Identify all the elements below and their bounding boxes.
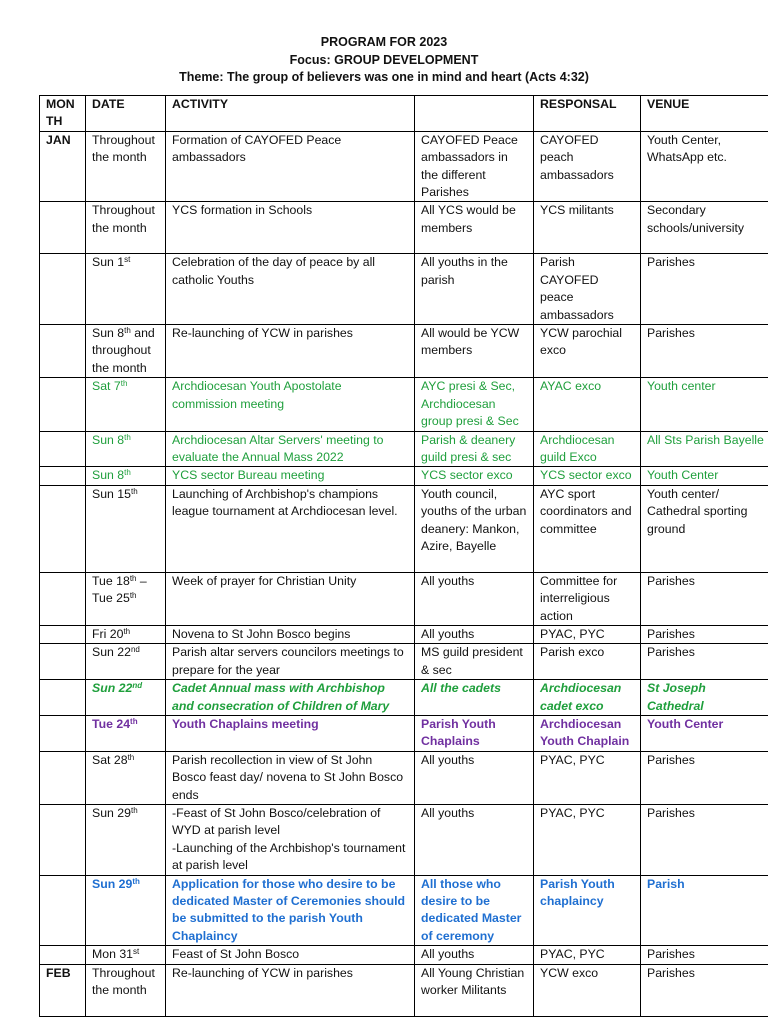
- cell-participants: All those who desire to be dedicated Master of ceremony: [415, 875, 534, 946]
- date-text: Tue 24: [92, 716, 131, 731]
- date-text-continued: – Tue 25: [92, 573, 147, 606]
- cell-date: [86, 467, 166, 485]
- cell-participants: MS guild president & sec: [415, 644, 534, 680]
- cell-venue: Youth Center: [641, 467, 768, 485]
- cell-participants: Youth council, youths of the urban deanery: Mankon, Azire, Bayelle: [415, 485, 534, 572]
- program-focus: Focus: GROUP DEVELOPMENT: [289, 52, 479, 67]
- cell-date: [86, 680, 166, 716]
- cell-participants: All youths: [415, 751, 534, 804]
- cell-responsal: PYAC, PYC: [534, 805, 641, 876]
- cell-venue: St Joseph Cathedral: [641, 680, 768, 716]
- table-row: [40, 751, 768, 804]
- column-header-participants: [415, 96, 534, 132]
- cell-venue: Parishes: [641, 254, 768, 325]
- cell-activity: Youth Chaplains meeting: [166, 715, 415, 751]
- cell-responsal: Committee for interreligious action: [534, 572, 641, 625]
- date-ordinal-suffix-2: th: [129, 591, 137, 601]
- date-ordinal-suffix: th: [124, 468, 131, 478]
- cell-date: [86, 875, 166, 946]
- cell-venue: Youth center: [641, 378, 768, 431]
- cell-date: [86, 202, 166, 254]
- date-ordinal-suffix: th: [132, 876, 140, 886]
- cell-participants: All would be YCW members: [415, 325, 534, 378]
- date-ordinal-suffix: th: [130, 716, 138, 726]
- table-row: [40, 644, 768, 680]
- cell-month: [40, 715, 86, 751]
- date-text: Sat 7: [92, 379, 121, 394]
- cell-month: [40, 680, 86, 716]
- cell-activity: YCS sector Bureau meeting: [166, 467, 415, 485]
- cell-month: [40, 254, 86, 325]
- date-ordinal-suffix: th: [124, 326, 131, 336]
- cell-venue: Parishes: [641, 805, 768, 876]
- cell-responsal: CAYOFED peach ambassadors: [534, 131, 641, 202]
- cell-participants: YCS sector exco: [415, 467, 534, 485]
- cell-activity: Application for those who desire to be dedicated Master of Ceremonies should be submitted to the parish Youth Chaplaincy: [166, 875, 415, 946]
- date-text: Sun 8: [92, 326, 125, 341]
- date-text: Fri 20: [92, 626, 124, 641]
- cell-activity: Re-launching of YCW in parishes: [166, 964, 415, 1016]
- table-row: [40, 625, 768, 643]
- cell-date: [86, 625, 166, 643]
- cell-date: [86, 805, 166, 876]
- cell-month: [40, 946, 86, 964]
- column-header-month: MON TH: [40, 96, 86, 132]
- table-body: [40, 131, 768, 1016]
- table-row: [40, 805, 768, 876]
- cell-venue: Parishes: [641, 946, 768, 964]
- cell-activity: YCS formation in Schools: [166, 202, 415, 254]
- cell-venue: Parishes: [641, 751, 768, 804]
- cell-venue: Youth Center: [641, 715, 768, 751]
- cell-date: [86, 964, 166, 1016]
- cell-month: [40, 485, 86, 572]
- cell-responsal: PYAC, PYC: [534, 625, 641, 643]
- cell-responsal: Archdiocesan guild Exco: [534, 431, 641, 467]
- cell-month: [40, 875, 86, 946]
- cell-participants: All Young Christian worker Militants: [415, 964, 534, 1016]
- cell-activity: Novena to St John Bosco begins: [166, 625, 415, 643]
- cell-month: [40, 805, 86, 876]
- date-text: Sun 29: [92, 876, 133, 891]
- cell-date: [86, 644, 166, 680]
- table-header-row: [40, 96, 768, 132]
- cell-month: [40, 431, 86, 467]
- date-ordinal-suffix: nd: [130, 645, 140, 655]
- cell-venue: Secondary schools/university: [641, 202, 768, 254]
- cell-date: [86, 325, 166, 378]
- date-ordinal-suffix: st: [133, 947, 140, 957]
- date-text: Sun 29: [92, 806, 131, 820]
- cell-venue: Youth center/ Cathedral sporting ground: [641, 485, 768, 572]
- cell-responsal: AYC sport coordinators and committee: [534, 485, 641, 572]
- cell-month: [40, 625, 86, 643]
- date-ordinal-suffix: th: [123, 626, 131, 636]
- date-ordinal-suffix: th: [127, 752, 135, 762]
- date-text: Mon 31: [92, 947, 134, 962]
- cell-month: [40, 751, 86, 804]
- table-row: [40, 378, 768, 431]
- date-text: Sun 8: [92, 432, 125, 447]
- date-text: Throughout the month: [92, 132, 155, 165]
- cell-responsal: Archdiocesan Youth Chaplain: [534, 715, 641, 751]
- table-row: [40, 875, 768, 946]
- cell-responsal: PYAC, PYC: [534, 946, 641, 964]
- date-text-continued: and throughout the month: [92, 326, 155, 375]
- cell-activity: Formation of CAYOFED Peace ambassadors: [166, 131, 415, 202]
- date-text: Sat 28: [92, 752, 128, 767]
- cell-venue: Youth Center, WhatsApp etc.: [641, 131, 768, 202]
- cell-activity: Cadet Annual mass with Archbishop and consecration of Children of Mary: [166, 680, 415, 716]
- date-text: Sun 22: [92, 681, 133, 696]
- cell-activity: -Feast of St John Bosco/celebration of WYD at parish level -Launching of the Archbishop's tournament at parish level: [166, 805, 415, 876]
- table-row: [40, 467, 768, 485]
- cell-participants: All YCS would be members: [415, 202, 534, 254]
- date-ordinal-suffix: th: [129, 573, 137, 583]
- column-header-activity: ACTIVITY: [166, 96, 415, 132]
- cell-month: JAN: [40, 131, 86, 202]
- cell-participants: All the cadets: [415, 680, 534, 716]
- table-row: [40, 572, 768, 625]
- date-ordinal-suffix: st: [124, 255, 131, 265]
- cell-responsal: Parish Youth chaplaincy: [534, 875, 641, 946]
- cell-date: [86, 254, 166, 325]
- cell-date: [86, 946, 166, 964]
- program-title: PROGRAM FOR 2023: [320, 35, 448, 49]
- cell-participants: All youths: [415, 946, 534, 964]
- date-ordinal-suffix: th: [120, 379, 128, 389]
- cell-activity: Parish recollection in view of St John Bosco feast day/ novena to St John Bosco ends: [166, 751, 415, 804]
- cell-month: [40, 467, 86, 485]
- cell-responsal: YCS sector exco: [534, 467, 641, 485]
- date-ordinal-suffix: nd: [132, 681, 143, 691]
- cell-participants: All youths in the parish: [415, 254, 534, 325]
- table-row: [40, 254, 768, 325]
- date-text: Sun 8: [92, 468, 125, 483]
- date-text: Tue 18: [92, 573, 130, 588]
- cell-venue: All Sts Parish Bayelle: [641, 431, 768, 467]
- cell-responsal: Parish CAYOFED peace ambassadors: [534, 254, 641, 325]
- cell-responsal: Parish exco: [534, 644, 641, 680]
- cell-date: [86, 131, 166, 202]
- cell-date: [86, 378, 166, 431]
- cell-venue: Parishes: [641, 644, 768, 680]
- date-ordinal-suffix: th: [130, 806, 138, 815]
- date-text: Sun 15: [92, 486, 131, 501]
- cell-venue: Parishes: [641, 572, 768, 625]
- date-text: Throughout the month: [92, 965, 155, 998]
- cell-activity: Week of prayer for Christian Unity: [166, 572, 415, 625]
- cell-date: [86, 431, 166, 467]
- program-theme: Theme: The group of believers was one in mind and heart (Acts 4:32): [179, 70, 589, 84]
- column-header-responsal: RESPONSAL: [534, 96, 641, 132]
- cell-venue: Parishes: [641, 325, 768, 378]
- table-row: [40, 964, 768, 1016]
- cell-month: [40, 644, 86, 680]
- cell-activity: Parish altar servers councilors meetings to prepare for the year: [166, 644, 415, 680]
- cell-responsal: PYAC, PYC: [534, 751, 641, 804]
- cell-date: [86, 715, 166, 751]
- table-row: [40, 680, 768, 716]
- cell-venue: Parishes: [641, 625, 768, 643]
- cell-responsal: YCS militants: [534, 202, 641, 254]
- cell-participants: All youths: [415, 572, 534, 625]
- cell-venue: Parish: [641, 875, 768, 946]
- cell-month: [40, 325, 86, 378]
- table-row: [40, 715, 768, 751]
- table-row: [40, 202, 768, 254]
- cell-responsal: YCW parochial exco: [534, 325, 641, 378]
- program-table: [39, 95, 768, 1017]
- cell-month: [40, 378, 86, 431]
- table-row: [40, 485, 768, 572]
- cell-activity: Archdiocesan Altar Servers' meeting to evaluate the Annual Mass 2022: [166, 431, 415, 467]
- column-header-venue: VENUE: [641, 96, 768, 132]
- cell-participants: AYC presi & Sec, Archdiocesan group presi & Sec: [415, 378, 534, 431]
- date-text: Sun 1: [92, 255, 125, 270]
- date-text: Sun 22: [92, 645, 131, 660]
- cell-activity: Celebration of the day of peace by all catholic Youths: [166, 254, 415, 325]
- cell-month: [40, 202, 86, 254]
- cell-participants: All youths: [415, 625, 534, 643]
- column-header-date: DATE: [86, 96, 166, 132]
- table-row: [40, 325, 768, 378]
- cell-participants: Parish Youth Chaplains: [415, 715, 534, 751]
- cell-activity: Feast of St John Bosco: [166, 946, 415, 964]
- cell-participants: All youths: [415, 805, 534, 876]
- table-row: [40, 946, 768, 964]
- cell-responsal: AYAC exco: [534, 378, 641, 431]
- cell-activity: Archdiocesan Youth Apostolate commission meeting: [166, 378, 415, 431]
- cell-date: [86, 485, 166, 572]
- date-ordinal-suffix: th: [124, 432, 131, 442]
- cell-venue: Parishes: [641, 964, 768, 1016]
- cell-date: [86, 751, 166, 804]
- cell-activity: Re-launching of YCW in parishes: [166, 325, 415, 378]
- date-text: Throughout the month: [92, 203, 155, 235]
- cell-participants: CAYOFED Peace ambassadors in the different Parishes: [415, 131, 534, 202]
- table-row: [40, 431, 768, 467]
- cell-responsal: YCW exco: [534, 964, 641, 1016]
- cell-participants: Parish & deanery guild presi & sec: [415, 431, 534, 467]
- table-row: [40, 131, 768, 202]
- cell-month: FEB: [40, 964, 86, 1016]
- cell-responsal: Archdiocesan cadet exco: [534, 680, 641, 716]
- cell-activity: Launching of Archbishop's champions league tournament at Archdiocesan level.: [166, 485, 415, 572]
- document-header: [0, 34, 768, 87]
- date-ordinal-suffix: th: [130, 486, 138, 496]
- cell-date: [86, 572, 166, 625]
- cell-month: [40, 572, 86, 625]
